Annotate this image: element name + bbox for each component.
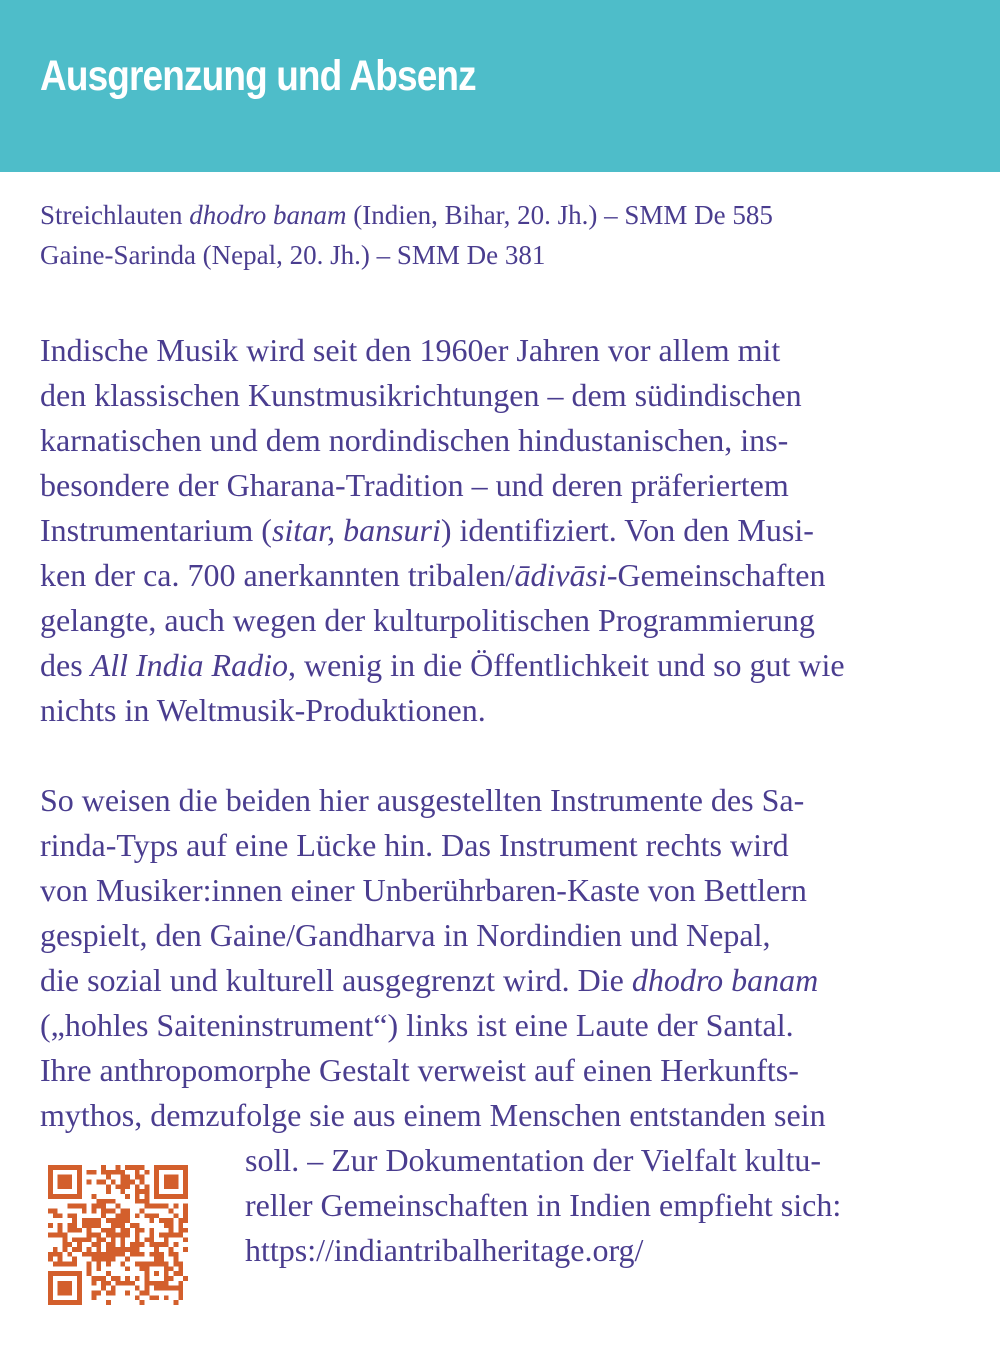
qr-code-icon[interactable] (48, 1165, 188, 1305)
website-link[interactable]: https://indiantribalheritage.org/ (245, 1232, 644, 1268)
paragraph-1-line: besondere der Gharana-Tradition – und deren präferiertem (40, 467, 789, 503)
paragraph-2-line: („hohles Saiteninstrument“) links ist eine Laute der Santal. (40, 1007, 794, 1043)
header-band (0, 0, 1000, 172)
page-title: Ausgrenzung und Absenz (40, 52, 476, 100)
paragraph-2-line: reller Gemeinschaften in Indien empfieht sich: (245, 1187, 842, 1223)
paragraph-1-line: nichts in Weltmusik-Produktionen. (40, 692, 486, 728)
paragraph-2-line: von Musiker:innen einer Unberührbaren-Kaste von Bettlern (40, 872, 807, 908)
paragraph-2-line: gespielt, den Gaine/Gandharva in Nordindien und Nepal, (40, 917, 771, 953)
paragraph-1-line: Instrumentarium (sitar, bansuri) identifiziert. Von den Musi- (40, 512, 814, 548)
paragraph-1-line: gelangte, auch wegen der kulturpolitischen Programmierung (40, 602, 815, 638)
paragraph-2-line: Ihre anthropomorphe Gestalt verweist auf einen Herkunfts- (40, 1052, 799, 1088)
paragraph-2-line: die sozial und kulturell ausgegrenzt wird. Die dhodro banam (40, 962, 819, 998)
paragraph-2-line: soll. – Zur Dokumentation der Vielfalt kultu- (245, 1142, 822, 1178)
object-label-1: Streichlauten dhodro banam (Indien, Bihar, 20. Jh.) – SMM De 585 (40, 200, 773, 230)
paragraph-2-line: So weisen die beiden hier ausgestellten Instrumente des Sa- (40, 782, 805, 818)
paragraph-2-line: mythos, demzufolge sie aus einem Menschen entstanden sein (40, 1097, 826, 1133)
object-label-2: Gaine-Sarinda (Nepal, 20. Jh.) – SMM De 381 (40, 240, 546, 270)
paragraph-1-line: karnatischen und dem nordindischen hindustanischen, ins- (40, 422, 789, 458)
paragraph-1-line: des All India Radio, wenig in die Öffentlichkeit und so gut wie (40, 647, 845, 683)
paragraph-1-line: den klassischen Kunstmusikrichtungen – dem südindischen (40, 377, 802, 413)
paragraph-1-line: ken der ca. 700 anerkannten tribalen/ādivāsi-Gemeinschaften (40, 557, 826, 593)
paragraph-1-line: Indische Musik wird seit den 1960er Jahren vor allem mit (40, 332, 781, 368)
paragraph-2-line: rinda-Typs auf eine Lücke hin. Das Instrument rechts wird (40, 827, 789, 863)
